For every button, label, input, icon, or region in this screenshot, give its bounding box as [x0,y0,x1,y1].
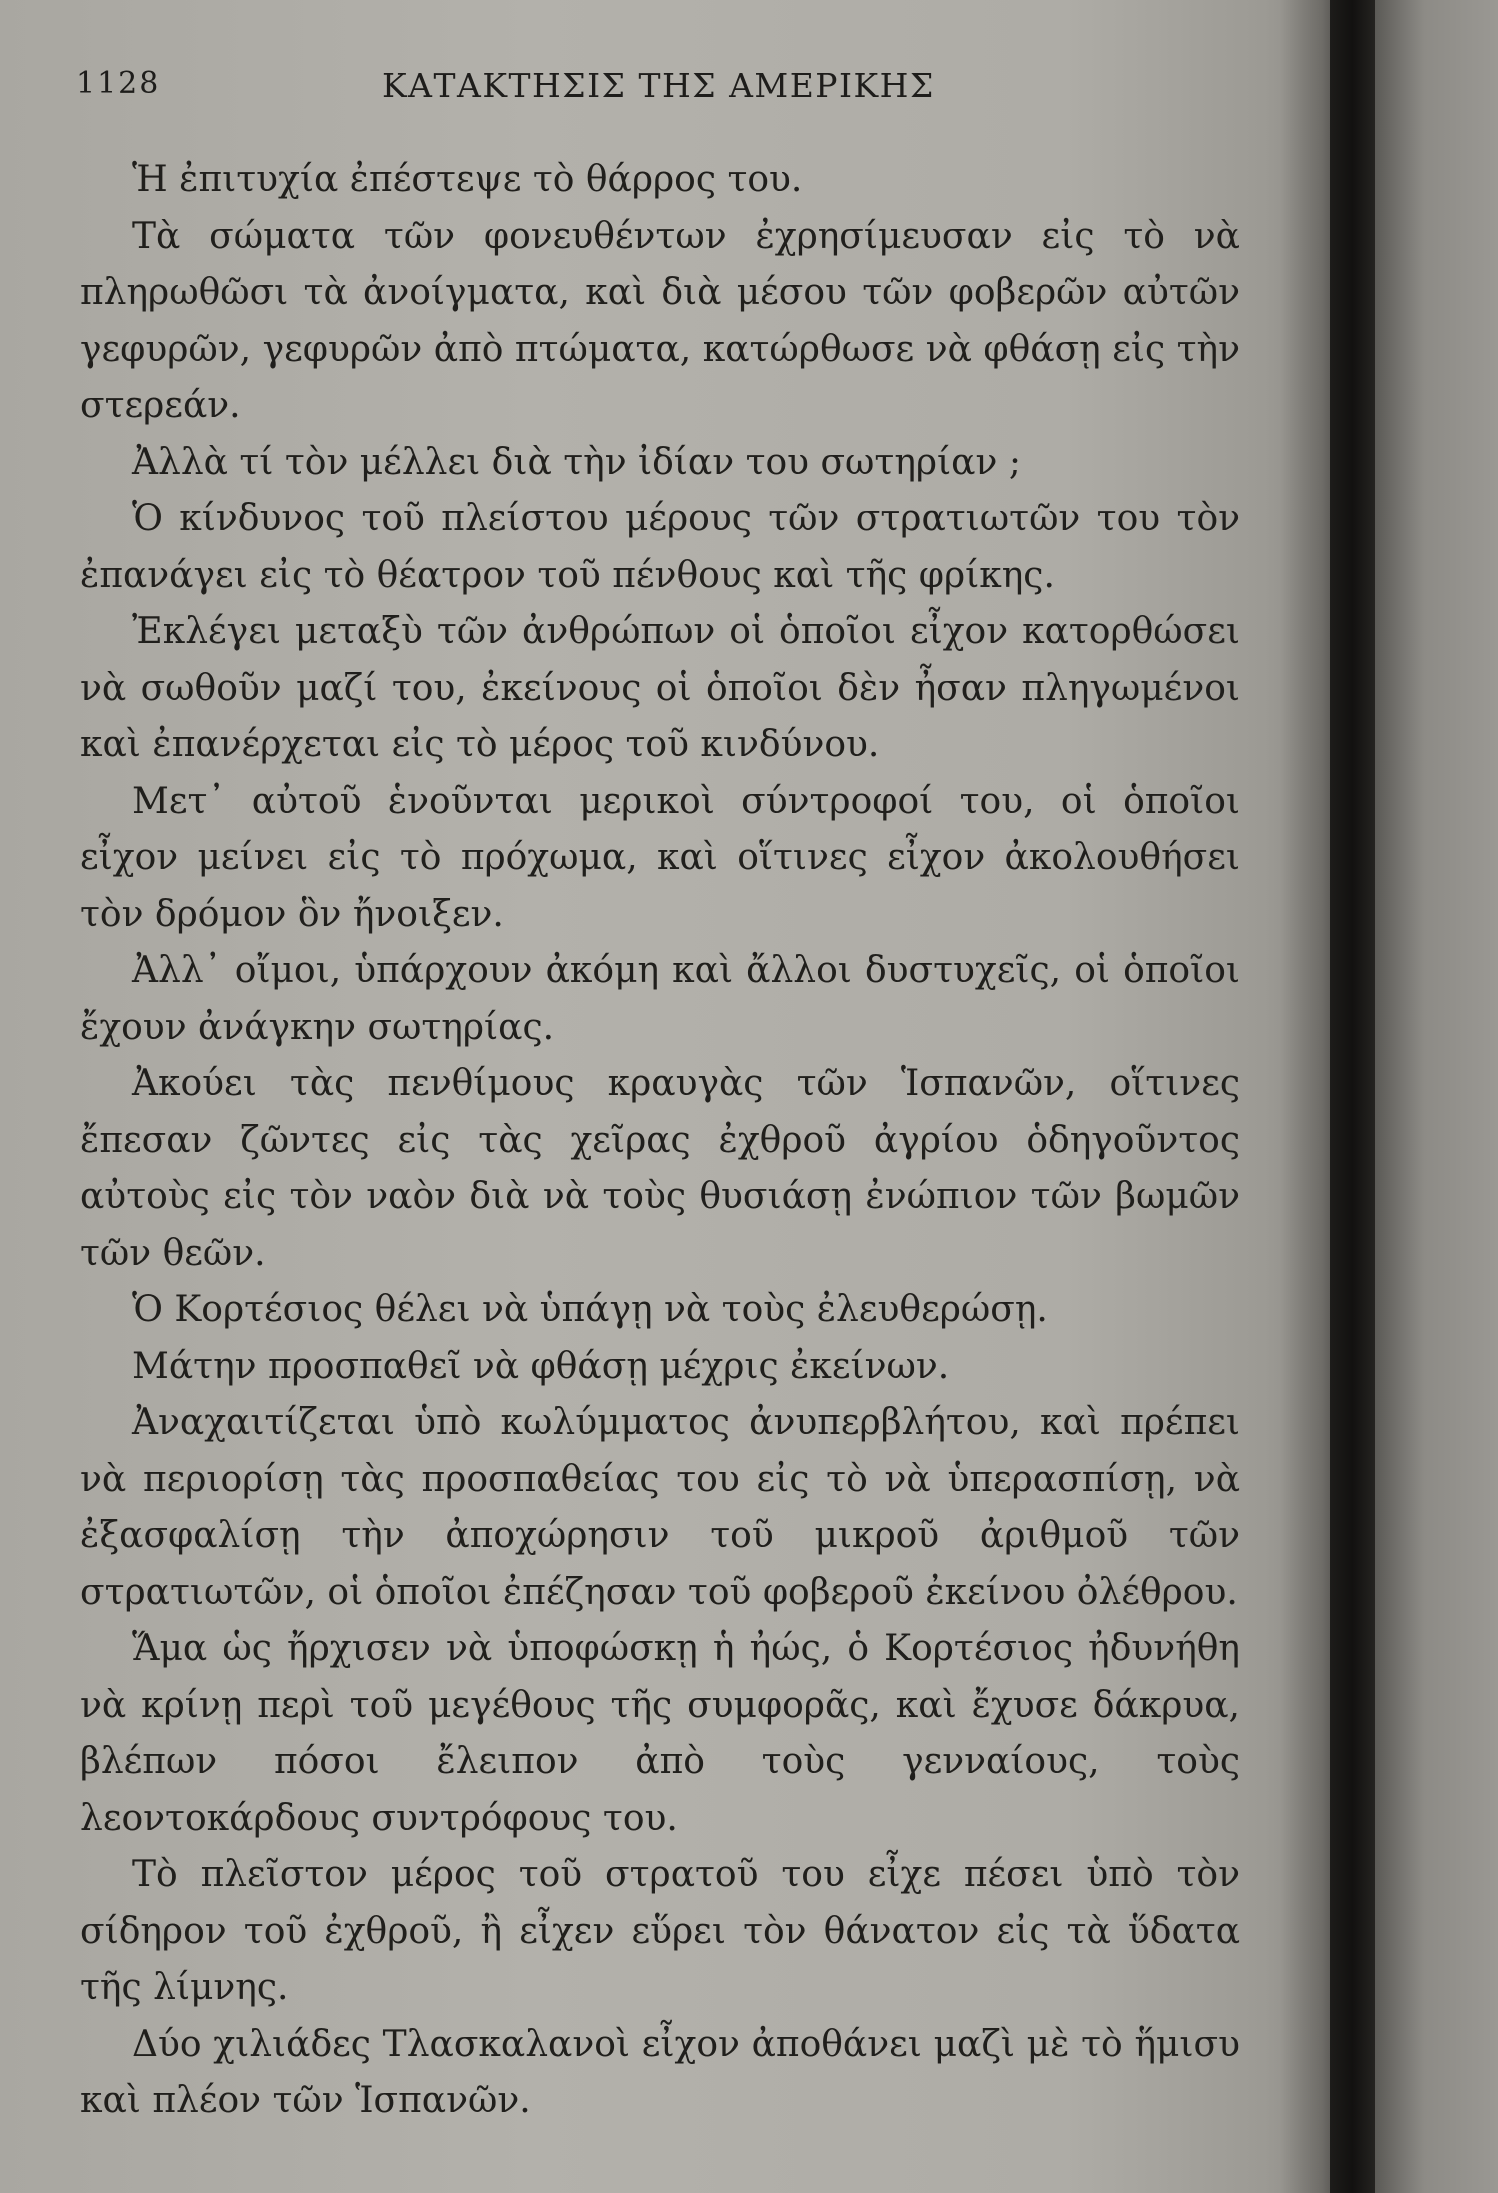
paragraph: Ἀκούει τὰς πενθίμους κραυγὰς τῶν Ἱσπανῶν, οἵτινες ἔπεσαν ζῶντες εἰς τὰς χεῖρας ἐχθροῦ ἀγρίου ὁδηγοῦντος αὐτοὺς εἰς τὸν ναὸν διὰ νὰ τοὺς θυσιάσῃ ἐνώπιον τῶν βωμῶν τῶν θεῶν. [80,1063,1240,1274]
page-header [0,66,1330,116]
paragraph: Τὰ σώματα τῶν φονευθέντων ἐχρησίμευσαν εἰς τὸ νὰ πληρωθῶσι τὰ ἀνοίγματα, καὶ διὰ μέσου τῶν φοβερῶν αὐτῶν γεφυρῶν, γεφυρῶν ἀπὸ πτώματα, κατώρθωσε νὰ φθάσῃ εἰς τὴν στερεάν. [80,215,1240,426]
paragraph: Ἐκλέγει μεταξὺ τῶν ἀνθρώπων οἱ ὁποῖοι εἶχον κατορθώσει νὰ σωθοῦν μαζί του, ἐκείνους οἱ ὁποῖοι δὲν ἦσαν πληγωμένοι καὶ ἐπανέρχεται εἰς τὸ μέρος τοῦ κινδύνου. [80,611,1240,765]
paragraph: Ἅμα ὡς ἤρχισεν νὰ ὑποφώσκῃ ἡ ἠώς, ὁ Κορτέσιος ἠδυνήθη νὰ κρίνῃ περὶ τοῦ μεγέθους τῆς συμφορᾶς, καὶ ἔχυσε δάκρυα, βλέπων πόσοι ἔλειπον ἀπὸ τοὺς γενναίους, τοὺς λεοντοκάρδους συντρόφους του. [80,1628,1240,1839]
paragraph: Ἀναχαιτίζεται ὑπὸ κωλύμματος ἀνυπερβλήτου, καὶ πρέπει νὰ περιορίσῃ τὰς προσπαθείας του εἰς τὸ νὰ ὑπερασπίσῃ, νὰ ἐξασφαλίσῃ τὴν ἀποχώρησιν τοῦ μικροῦ ἀριθμοῦ τῶν στρατιωτῶν, οἱ ὁποῖοι ἐπέζησαν τοῦ φοβεροῦ ἐκείνου ὀλέθρου. [80,1402,1240,1613]
book-spine [1330,0,1375,2193]
page-number: 1128 [76,66,161,101]
paragraph: Ἡ ἐπιτυχία ἐπέστεψε τὸ θάρρος του. [132,159,803,200]
body-text [80,152,1240,2130]
paragraph: Μετ᾽ αὐτοῦ ἑνοῦνται μερικοὶ σύντροφοί του, οἱ ὁποῖοι εἶχον μείνει εἰς τὸ πρόχωμα, καὶ οἵτινες εἶχον ἀκολουθήσει τὸν δρόμον ὃν ἤνοιξεν. [80,780,1240,935]
paragraph: Τὸ πλεῖστον μέρος τοῦ στρατοῦ του εἶχε πέσει ὑπὸ τὸν σίδηρον τοῦ ἐχθροῦ, ἢ εἶχεν εὕρει τὸν θάνατον εἰς τὰ ὕδατα τῆς λίμνης. [80,1854,1240,2008]
paragraph: Ἀλλ᾽ οἴμοι, ὑπάρχουν ἀκόμη καὶ ἄλλοι δυστυχεῖς, οἱ ὁποῖοι ἔχουν ἀνάγκην σωτηρίας. [80,950,1240,1048]
paragraph: Ὁ Κορτέσιος θέλει νὰ ὑπάγῃ νὰ τοὺς ἐλευθερώσῃ. [132,1289,1048,1330]
paragraph: Ὁ κίνδυνος τοῦ πλείστου μέρους τῶν στρατιωτῶν του τὸν ἐπανάγει εἰς τὸ θέατρον τοῦ πένθους καὶ τῆς φρίκης. [80,498,1240,596]
page-gutter-shadow [1280,0,1330,2193]
running-title: ΚΑΤΑΚΤΗΣΙΣ ΤΗΣ ΑΜΕΡΙΚΗΣ [382,66,935,105]
paragraph: Ἀλλὰ τί τὸν μέλλει διὰ τὴν ἰδίαν του σωτηρίαν ; [132,441,1021,483]
facing-page-edge [1375,0,1498,2193]
paragraph: Δύο χιλιάδες Τλασκαλανοὶ εἶχον ἀποθάνει μαζὶ μὲ τὸ ἥμισυ καὶ πλέον τῶν Ἱσπανῶν. [80,2023,1240,2121]
paragraph: Μάτην προσπαθεῖ νὰ φθάσῃ μέχρις ἐκείνων. [132,1345,950,1387]
